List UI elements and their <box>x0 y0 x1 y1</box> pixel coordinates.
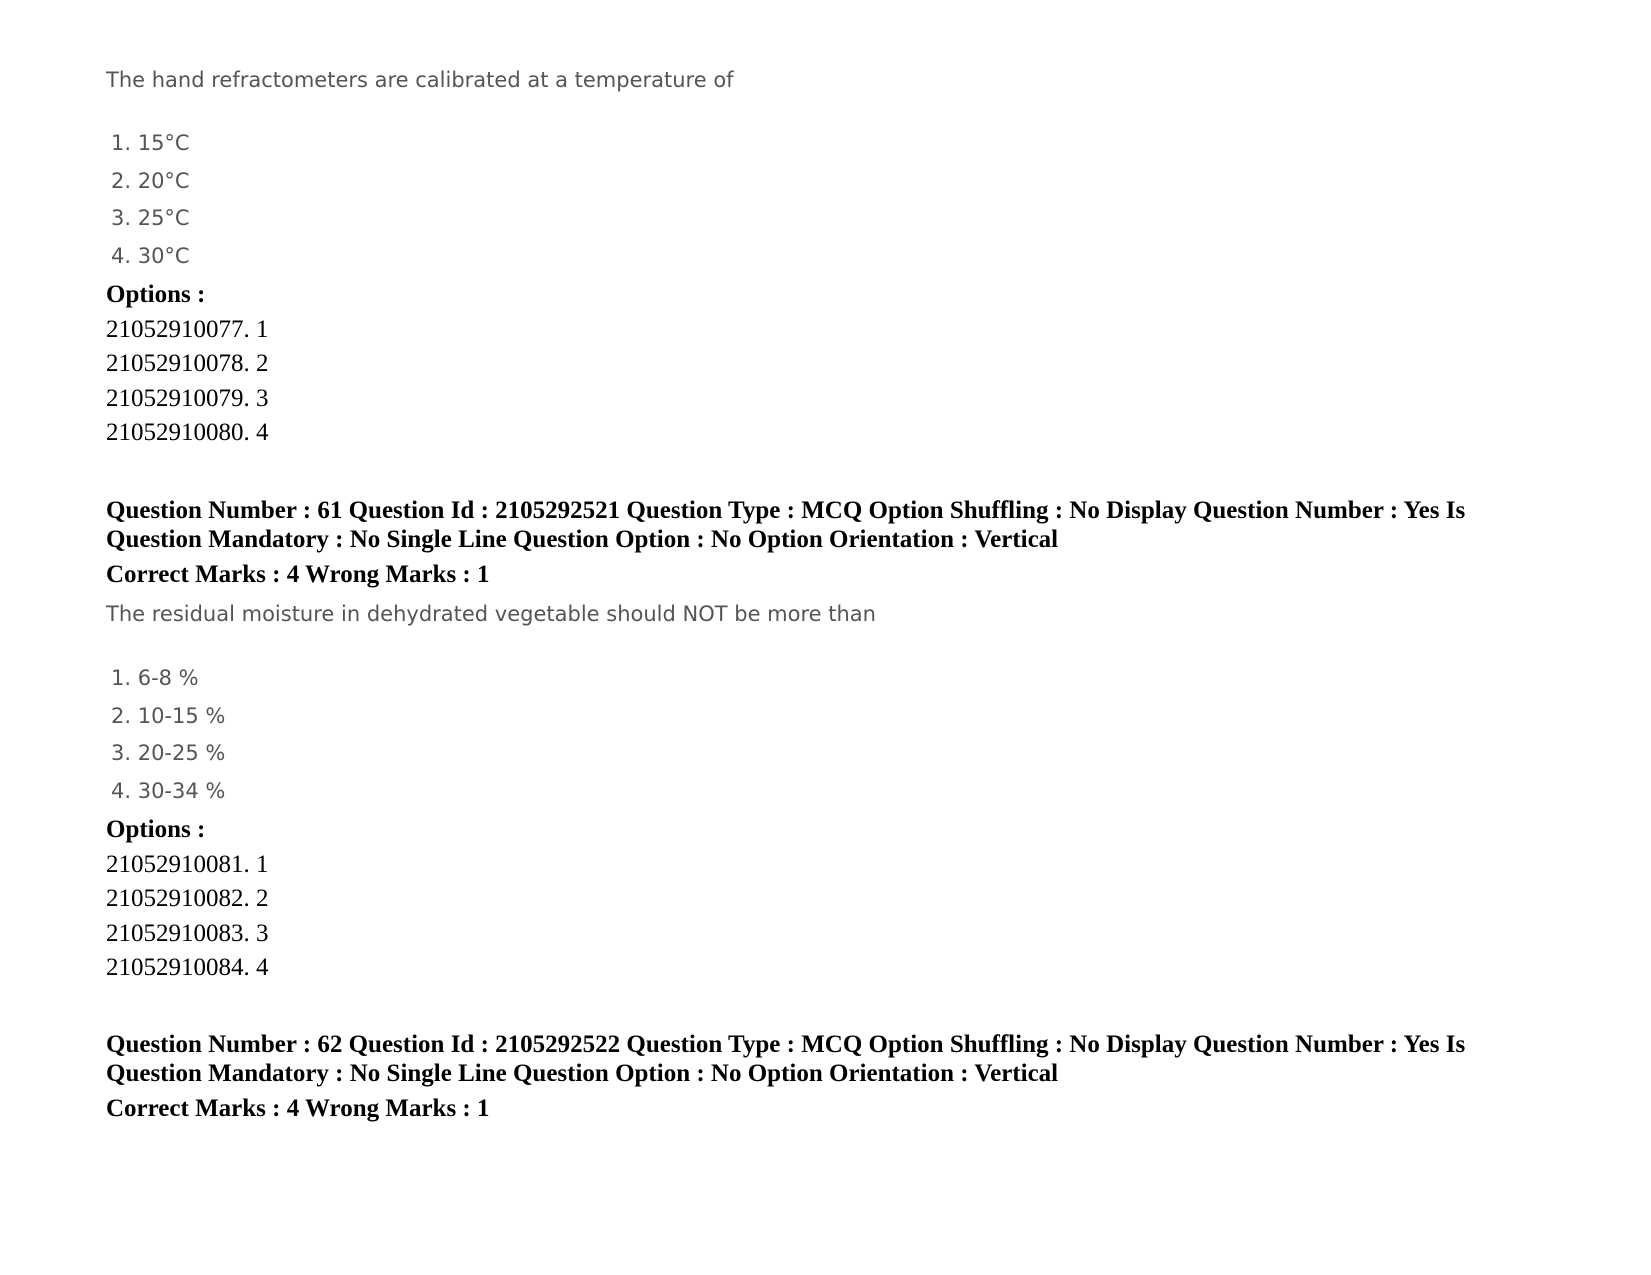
choice-item: 1. 15°C <box>111 131 190 155</box>
option-id-item: 21052910079. 3 <box>106 384 269 412</box>
option-id-item: 21052910082. 2 <box>106 885 269 913</box>
question-61-option-ids <box>106 848 1546 985</box>
option-id-item: 21052910084. 4 <box>106 953 269 981</box>
choice-item: 3. 20-25 % <box>111 741 226 766</box>
option-id-item: 21052910077. 1 <box>106 316 269 343</box>
question-61-choices <box>106 660 1546 810</box>
question-61-stem: The residual moisture in dehydrated vegetable should NOT be more than <box>106 602 876 626</box>
question-60-options-heading: Options : <box>106 281 206 308</box>
question-60-choices <box>106 125 1546 275</box>
question-60-option-ids <box>106 313 1546 450</box>
option-id-item: 21052910078. 2 <box>106 350 269 378</box>
option-id-item: 21052910081. 1 <box>106 851 269 878</box>
choice-item: 2. 10-15 % <box>111 703 226 728</box>
option-id-item: 21052910080. 4 <box>106 418 269 446</box>
question-61-meta: Question Number : 61 Question Id : 2105292521 Question Type : MCQ Option Shuffling : No Display Question Number : Yes Is Question Mandatory : No Single Line Question Option : No Option Orientation : Vertical <box>106 497 1466 553</box>
choice-item: 2. 20°C <box>111 168 190 193</box>
choice-item: 4. 30°C <box>111 243 190 268</box>
question-61-marks: Correct Marks : 4 Wrong Marks : 1 <box>106 561 490 588</box>
document-page <box>106 0 1546 1275</box>
question-61-options-heading: Options : <box>106 816 206 843</box>
question-62-marks: Correct Marks : 4 Wrong Marks : 1 <box>106 1095 490 1122</box>
question-62-meta: Question Number : 62 Question Id : 2105292522 Question Type : MCQ Option Shuffling : No Display Question Number : Yes Is Question Mandatory : No Single Line Question Option : No Option Orientation : Vertical <box>106 1031 1466 1087</box>
choice-item: 3. 25°C <box>111 206 190 231</box>
choice-item: 1. 6-8 % <box>111 666 199 690</box>
question-60-stem: The hand refractometers are calibrated at a temperature of <box>106 68 734 92</box>
choice-item: 4. 30-34 % <box>111 778 226 803</box>
option-id-item: 21052910083. 3 <box>106 919 269 947</box>
